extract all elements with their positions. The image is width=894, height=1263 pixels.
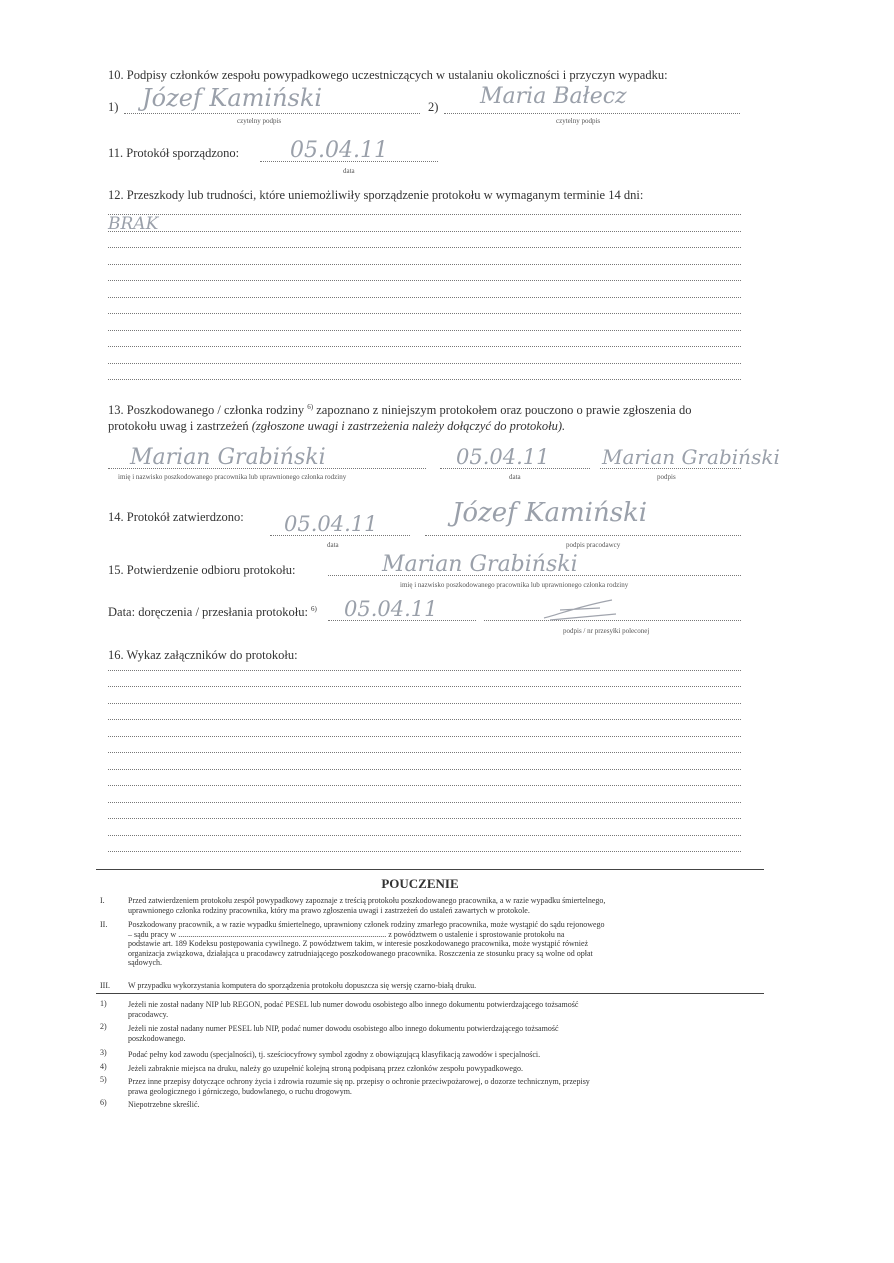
footnote — [128, 1000, 768, 1019]
pouczenie-text: Przed zatwierdzeniem protokołu zespół powypadkowy zapoznaje z treścią protokołu poszkodowanego pracownika, a w razie wypadku śmiertelnego, — [128, 896, 606, 905]
footnote-text: pracodawcy. — [128, 1009, 169, 1019]
footnote — [128, 1077, 768, 1096]
obstacles-line[interactable] — [108, 297, 741, 298]
acknowledge-sign-caption: podpis — [657, 473, 676, 481]
attachments-line[interactable] — [108, 818, 741, 819]
obstacles-line[interactable] — [108, 363, 741, 364]
delivery-date-value: 05.04.11 — [344, 597, 438, 621]
footnote-text: Jeżeli nie został nadany numer PESEL lub NIP, podać numer dowodu osobistego albo innego dokumentu potwierdzającego tożsamość — [128, 1024, 559, 1033]
attachments-line[interactable] — [108, 703, 741, 704]
attachments-line[interactable] — [108, 835, 741, 836]
employer-sign-value: Józef Kamiński — [452, 498, 648, 528]
pouczenie-text: sądowych. — [128, 958, 162, 968]
section-13-note: (zgłoszone uwagi i zastrzeżenia należy dołączyć do protokołu). — [251, 419, 566, 433]
delivery-sign-caption: podpis / nr przesyłki poleconej — [563, 627, 650, 635]
pouczenie-text: uprawnionego członka rodziny pracownika, który ma prawo zgłoszenia uwagi i zastrzeżeń do ustaleń zawartych w protokole. — [128, 905, 530, 915]
protocol-date-value: 05.04.11 — [290, 138, 388, 163]
receipt-value: Marian Grabiński — [382, 552, 578, 577]
signature-2-handwritten: Maria Bałecz — [480, 84, 627, 109]
attachments-line[interactable] — [108, 752, 741, 753]
section-13-line-2 — [108, 419, 565, 434]
signature-1-line[interactable] — [124, 113, 420, 114]
delivery-title-text: Data: doręczenia / przesłania protokołu: — [108, 605, 308, 620]
approval-date-caption: data — [327, 541, 339, 549]
obstacles-line[interactable] — [108, 346, 741, 347]
footnote-number: 6) — [100, 1098, 107, 1107]
footnote-number: 3) — [100, 1048, 107, 1057]
obstacles-line[interactable] — [108, 280, 741, 281]
obstacles-line[interactable] — [108, 247, 741, 248]
signature-1-number: 1) — [108, 100, 119, 114]
employer-sign-caption: podpis pracodawcy — [566, 541, 621, 549]
pouczenie-item — [128, 920, 768, 968]
pouczenie-heading: POUCZENIE — [381, 876, 459, 891]
attachments-line[interactable] — [108, 769, 741, 770]
pouczenie-text: W przypadku wykorzystania komputera do sporządzenia protokołu dopuszcza się wersję czarno-białą druku. — [128, 981, 477, 990]
protocol-date-caption: data — [343, 167, 355, 175]
pouczenie-number: II. — [100, 920, 108, 929]
employer-sign-line[interactable] — [425, 535, 741, 536]
acknowledge-sign-value: Marian Grabiński — [602, 445, 780, 469]
signature-2-caption: czytelny podpis — [556, 117, 601, 125]
footnote-text: Przez inne przepisy dotyczące ochrony życia i zdrowia rozumie się np. przepisy o ochronie przeciwpożarowej, o dozorze technicznym, przepisy — [128, 1077, 590, 1086]
obstacles-line[interactable] — [108, 264, 741, 265]
delivery-title — [108, 605, 317, 620]
footnote-text: Niepotrzebne skreślić. — [128, 1100, 200, 1109]
pouczenie-item — [128, 981, 768, 991]
attachments-line[interactable] — [108, 851, 741, 852]
footnote-text: poszkodowanego. — [128, 1033, 186, 1043]
pouczenie-number: I. — [100, 896, 105, 905]
obstacles-line[interactable] — [108, 313, 741, 314]
pouczenie-text: – sądu pracy w ........................................................................................................ z powództwem o ustalenie i sprostowanie protokołu na — [128, 929, 565, 939]
footnote-text: Jeżeli nie został nadany NIP lub REGON, podać PESEL lub numer dowodu osobistego albo innego dokumentu potwierdzającego tożsamość — [128, 1000, 579, 1009]
approval-date-value: 05.04.11 — [284, 512, 378, 536]
footnote-number: 5) — [100, 1075, 107, 1084]
attachments-line[interactable] — [108, 719, 741, 720]
footnote — [128, 1024, 768, 1043]
footnote-number: 4) — [100, 1062, 107, 1071]
acknowledge-date-value: 05.04.11 — [456, 445, 550, 469]
obstacles-line[interactable] — [108, 231, 741, 232]
footnote-number: 2) — [100, 1022, 107, 1031]
signature-1-handwritten: Józef Kamiński — [142, 84, 323, 112]
footnote-text: prawa geologicznego i górniczego, budowlanego, o ruchu drogowym. — [128, 1086, 352, 1096]
pouczenie-text: podstawie art. 189 Kodeksu postępowania cywilnego. Z powództwem takim, w interesie poszkodowanego pracownika, może wystąpić również — [128, 939, 589, 949]
footnote-text: Jeżeli zabraknie miejsca na druku, należy go uzupełnić kolejną stroną podpisaną przez członków zespołu powypadkowego. — [128, 1064, 523, 1073]
acknowledge-date-caption: data — [509, 473, 521, 481]
section-13-line-1 — [108, 403, 691, 418]
pouczenie-number: III. — [100, 981, 110, 990]
injured-name-value: Marian Grabiński — [130, 445, 326, 470]
signature-2-number: 2) — [428, 100, 439, 114]
obstacles-value: BRAK — [108, 214, 159, 234]
section-12-title: 12. Przeszkody lub trudności, które uniemożliwiły sporządzenie protokołu w wymaganym terminie 14 dni: — [108, 188, 644, 202]
signature-1-caption: czytelny podpis — [237, 117, 282, 125]
signature-2-line[interactable] — [444, 113, 740, 114]
receipt-caption: imię i nazwisko poszkodowanego pracownika lub uprawnionego członka rodziny — [400, 581, 629, 589]
obstacles-line[interactable] — [108, 214, 741, 215]
footnotes-rule — [96, 993, 764, 994]
attachments-line[interactable] — [108, 670, 741, 671]
obstacles-line[interactable] — [108, 379, 741, 380]
attachments-line[interactable] — [108, 686, 741, 687]
attachments-line[interactable] — [108, 802, 741, 803]
footnote-text: Podać pełny kod zawodu (specjalności), tj. sześciocyfrowy symbol zgodny z obowiązującą klasyfikacją zawodów i specjalności. — [128, 1050, 541, 1059]
obstacles-line[interactable] — [108, 330, 741, 331]
injured-name-caption: imię i nazwisko poszkodowanego pracownika lub uprawnionego członka rodziny — [118, 473, 347, 481]
attachments-line[interactable] — [108, 785, 741, 786]
section-13-text-c: protokołu uwag i zastrzeżeń — [108, 419, 249, 433]
pouczenie-top-rule — [96, 869, 764, 870]
footnote — [128, 1050, 768, 1060]
pouczenie-text: organizacja związkowa, działająca u pracodawcy zatrudniającego poszkodowanego pracownika. Roszczenia ze stosunku pracy są wolne od opłat — [128, 948, 593, 958]
footnote-ref: 6) — [311, 605, 317, 613]
footnote-number: 1) — [100, 999, 107, 1008]
section-15-title: 15. Potwierdzenie odbioru protokołu: — [108, 563, 296, 577]
section-10-title: 10. Podpisy członków zespołu powypadkowego uczestniczących w ustalaniu okoliczności i przyczyn wypadku: — [108, 68, 668, 82]
section-16-title: 16. Wykaz załączników do protokołu: — [108, 648, 298, 662]
footnote-ref: 6) — [307, 403, 314, 411]
section-13-text-a: 13. Poszkodowanego / członka rodziny — [108, 403, 305, 418]
footnote — [128, 1064, 768, 1074]
section-13-text-b: zapoznano z niniejszym protokołem oraz pouczono o prawie zgłoszenia do — [316, 403, 692, 418]
pouczenie-item — [128, 896, 768, 915]
pouczenie-text: Poszkodowany pracownik, a w razie wypadku śmiertelnego, uprawniony członek rodziny zmarłego pracownika, może wystąpić do sądu rejonowego — [128, 920, 605, 929]
attachments-line[interactable] — [108, 736, 741, 737]
section-11-title: 11. Protokół sporządzono: — [108, 146, 240, 160]
delivery-signature-scribble — [540, 596, 620, 624]
footnote — [128, 1100, 768, 1110]
section-14-title: 14. Protokół zatwierdzono: — [108, 510, 244, 524]
